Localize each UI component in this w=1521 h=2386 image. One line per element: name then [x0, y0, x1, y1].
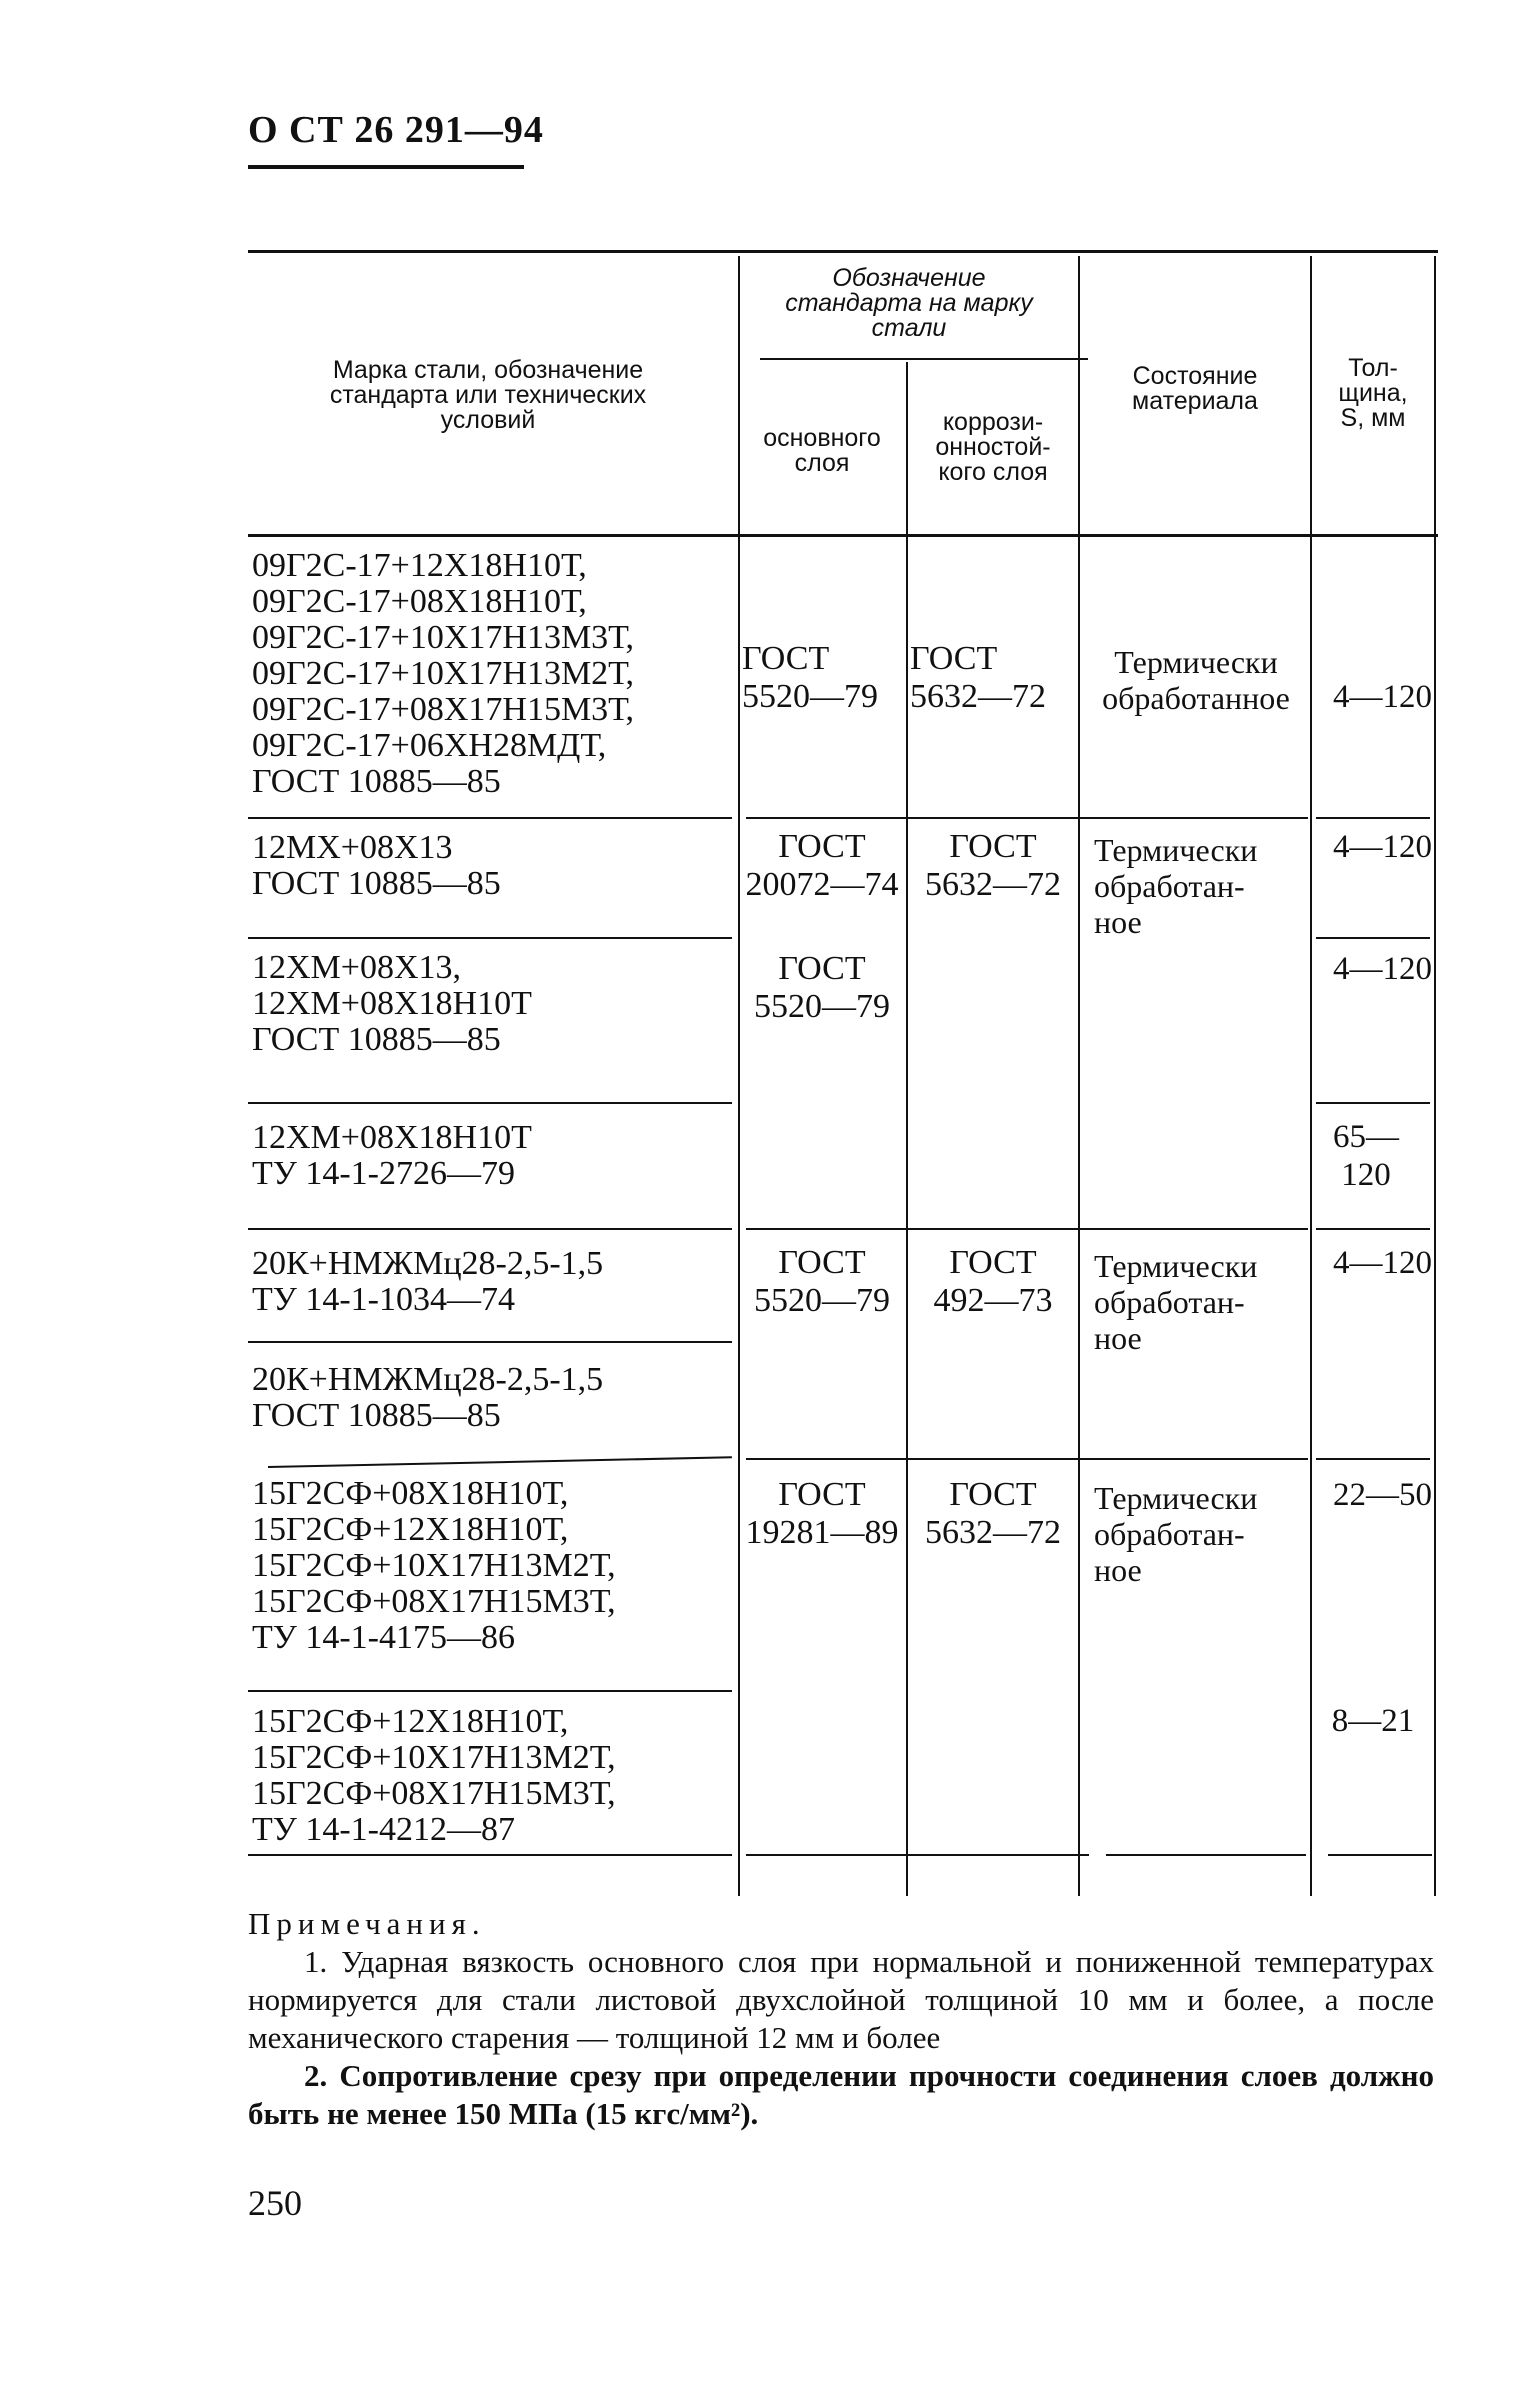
header-thickness: Тол- щина, S, мм: [1338, 354, 1408, 432]
col-divider-base: [906, 362, 908, 1896]
table-cell-grade: 20К+НМЖМц28-2,5-1,5 ТУ 14-1-1034—74: [252, 1245, 604, 1318]
row-rule-state: [1083, 1228, 1308, 1230]
table-cell-grade: 15Г2СФ+08Х18Н10Т, 15Г2СФ+12Х18Н10Т, 15Г2СФ+10Х17Н13М2Т, 15Г2СФ+08Х17Н15М3Т, ТУ 14-1-4175—86: [252, 1475, 616, 1656]
notes-block: [248, 1905, 1434, 2133]
document-code: О СТ 26 291—94: [248, 109, 544, 151]
page-number: 250: [248, 2183, 302, 2223]
table-cell-base-standard: ГОСТ 5520—79: [742, 640, 878, 715]
table-cell-thickness: 22—50: [1333, 1477, 1432, 1513]
table-cell-thickness: 65— 120: [1333, 1119, 1399, 1193]
header-base-layer: основного слоя: [763, 424, 881, 477]
header-grade: Марка стали, обозначение стандарта или технических условий: [329, 356, 647, 434]
standard-subheader-rule: [760, 358, 1088, 360]
table-cell-clad-standard: ГОСТ 5632—72: [925, 828, 1061, 903]
table-cell-base-standard: ГОСТ 20072—74: [745, 828, 899, 903]
table-cell-grade: 20К+НМЖМц28-2,5-1,5 ГОСТ 10885—85: [252, 1361, 604, 1434]
header-standard-group: Обозначение стандарта на марку стали: [785, 264, 1033, 342]
table-cell-thickness: 4—120: [1333, 679, 1432, 715]
table-cell-grade: 12ХМ+08Х13, 12ХМ+08Х18Н10Т ГОСТ 10885—85: [252, 949, 532, 1058]
row-rule-grade: [248, 817, 732, 819]
row-rule-grade-slanted: [268, 1456, 732, 1468]
row-rule-thick: [1316, 1228, 1430, 1230]
table-bottom-rule: [248, 1854, 732, 1856]
notes-title: Примечания.: [248, 1906, 486, 1941]
table-cell-base-standard: ГОСТ 5520—79: [754, 1244, 890, 1319]
header-bottom-rule: [248, 534, 1438, 537]
table-cell-grade: 12МХ+08Х13 ГОСТ 10885—85: [252, 829, 501, 902]
row-rule-grade: [248, 1102, 732, 1104]
row-rule-thick: [1316, 937, 1430, 939]
table-cell-thickness: 4—120: [1333, 951, 1432, 987]
col-divider-grade: [738, 256, 740, 1896]
table-cell-clad-standard: ГОСТ 5632—72: [925, 1476, 1061, 1551]
table-bottom-rule: [746, 1854, 1089, 1856]
header-clad-layer: коррози- онностой- кого слоя: [935, 408, 1051, 486]
table-cell-clad-standard: ГОСТ 492—73: [933, 1244, 1053, 1319]
row-rule-thick: [1316, 1458, 1430, 1460]
col-divider-end: [1434, 256, 1436, 1896]
row-rule-grade: [248, 1228, 732, 1230]
row-rule-grade: [248, 1690, 732, 1692]
row-rule-state: [1083, 1458, 1308, 1460]
row-rule-std: [746, 1458, 1089, 1460]
row-rule-std: [746, 817, 1089, 819]
table-cell-base-standard: ГОСТ 5520—79: [754, 950, 890, 1025]
row-rule-thick: [1316, 1102, 1430, 1104]
col-divider-clad: [1078, 256, 1080, 1896]
table-cell-state: Термически обработанное: [1102, 644, 1290, 716]
table-bottom-rule: [1106, 1854, 1306, 1856]
table-cell-state: Термически обработан- ное: [1094, 1248, 1258, 1356]
table-cell-grade: 15Г2СФ+12Х18Н10Т, 15Г2СФ+10Х17Н13М2Т, 15Г2СФ+08Х17Н15М3Т, ТУ 14-1-4212—87: [252, 1703, 616, 1848]
row-rule-grade: [248, 1341, 732, 1343]
steel-grades-table: [248, 250, 1438, 1890]
header-state: Состояние материала: [1132, 362, 1258, 415]
header-underline: [248, 165, 524, 169]
row-rule-std: [746, 1228, 1089, 1230]
col-divider-state: [1310, 256, 1312, 1896]
table-top-rule: [248, 250, 1438, 253]
note-item: 2. Сопротивление срезу при определении прочности соединения слоев должно быть не менее 150 МПа (15 кгс/мм²).: [248, 2058, 1434, 2131]
table-cell-grade: 12ХМ+08Х18Н10Т ТУ 14-1-2726—79: [252, 1119, 532, 1192]
table-cell-thickness: 8—21: [1331, 1703, 1415, 1739]
row-rule-grade: [248, 937, 732, 939]
table-cell-state: Термически обработан- ное: [1094, 832, 1258, 940]
row-rule-state: [1083, 817, 1308, 819]
table-cell-grade: 09Г2С-17+12Х18Н10Т, 09Г2С-17+08Х18Н10Т, 09Г2С-17+10Х17Н13М3Т, 09Г2С-17+10Х17Н13М2Т, 09Г2С-17+08Х17Н15М3Т, 09Г2С-17+06ХН28МДТ, ГОСТ 10885—85: [252, 547, 635, 800]
table-bottom-rule: [1328, 1854, 1432, 1856]
table-cell-thickness: 4—120: [1333, 829, 1432, 865]
table-cell-base-standard: ГОСТ 19281—89: [745, 1476, 899, 1551]
table-cell-thickness: 4—120: [1333, 1245, 1432, 1281]
table-cell-clad-standard: ГОСТ 5632—72: [910, 640, 1046, 715]
note-item: 1. Ударная вязкость основного слоя при нормальной и пониженной температурах нормируется для стали листовой двухслойной толщиной 10 мм и более, а после механического старения — толщиной 12 мм и более: [248, 1944, 1434, 2055]
row-rule-thick: [1316, 817, 1430, 819]
table-cell-state: Термически обработан- ное: [1094, 1480, 1258, 1588]
